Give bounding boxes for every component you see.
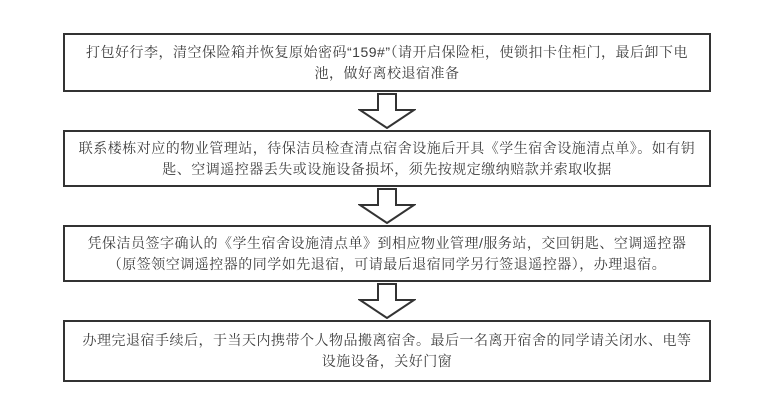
flow-connector bbox=[358, 282, 416, 320]
flow-step-text: 联系楼栋对应的物业管理站，待保洁员检查清点宿舍设施后开具《学生宿舍设施清点单》。如有钥匙、空调遥控器丢失或设施设备损坏，须先按规定缴纳赔款并索取收据 bbox=[78, 139, 696, 177]
flow-step-move-out-close-utilities bbox=[63, 320, 711, 382]
down-block-arrow-icon bbox=[358, 188, 416, 224]
flowchart bbox=[63, 33, 711, 382]
down-block-arrow-icon bbox=[358, 283, 416, 319]
flow-step-text: 办理完退宿手续后，于当天内携带个人物品搬离宿舍。最后一名离开宿舍的同学请关闭水、电等设施设备，关好门窗 bbox=[82, 332, 692, 369]
flow-connector bbox=[358, 92, 416, 130]
flow-step-text: 凭保洁员签字确认的《学生宿舍设施清点单》到相应物业管理/服务站，交回钥匙、空调遥控器（原签领空调遥控器的同学如先退宿，可请最后退宿同学另行签退遥控器），办理退宿。 bbox=[87, 234, 687, 272]
flow-step-pack-luggage bbox=[63, 33, 711, 92]
flow-step-text: 打包好行李，清空保险箱并恢复原始密码“159#”（请开启保险柜，使锁扣卡住柜门，最后卸下电池，做好离校退宿准备 bbox=[86, 43, 688, 81]
flow-step-return-keys-checkout bbox=[63, 225, 711, 282]
flow-connector bbox=[358, 187, 416, 225]
flow-step-contact-property-station bbox=[63, 130, 711, 187]
down-block-arrow-icon bbox=[358, 93, 416, 129]
